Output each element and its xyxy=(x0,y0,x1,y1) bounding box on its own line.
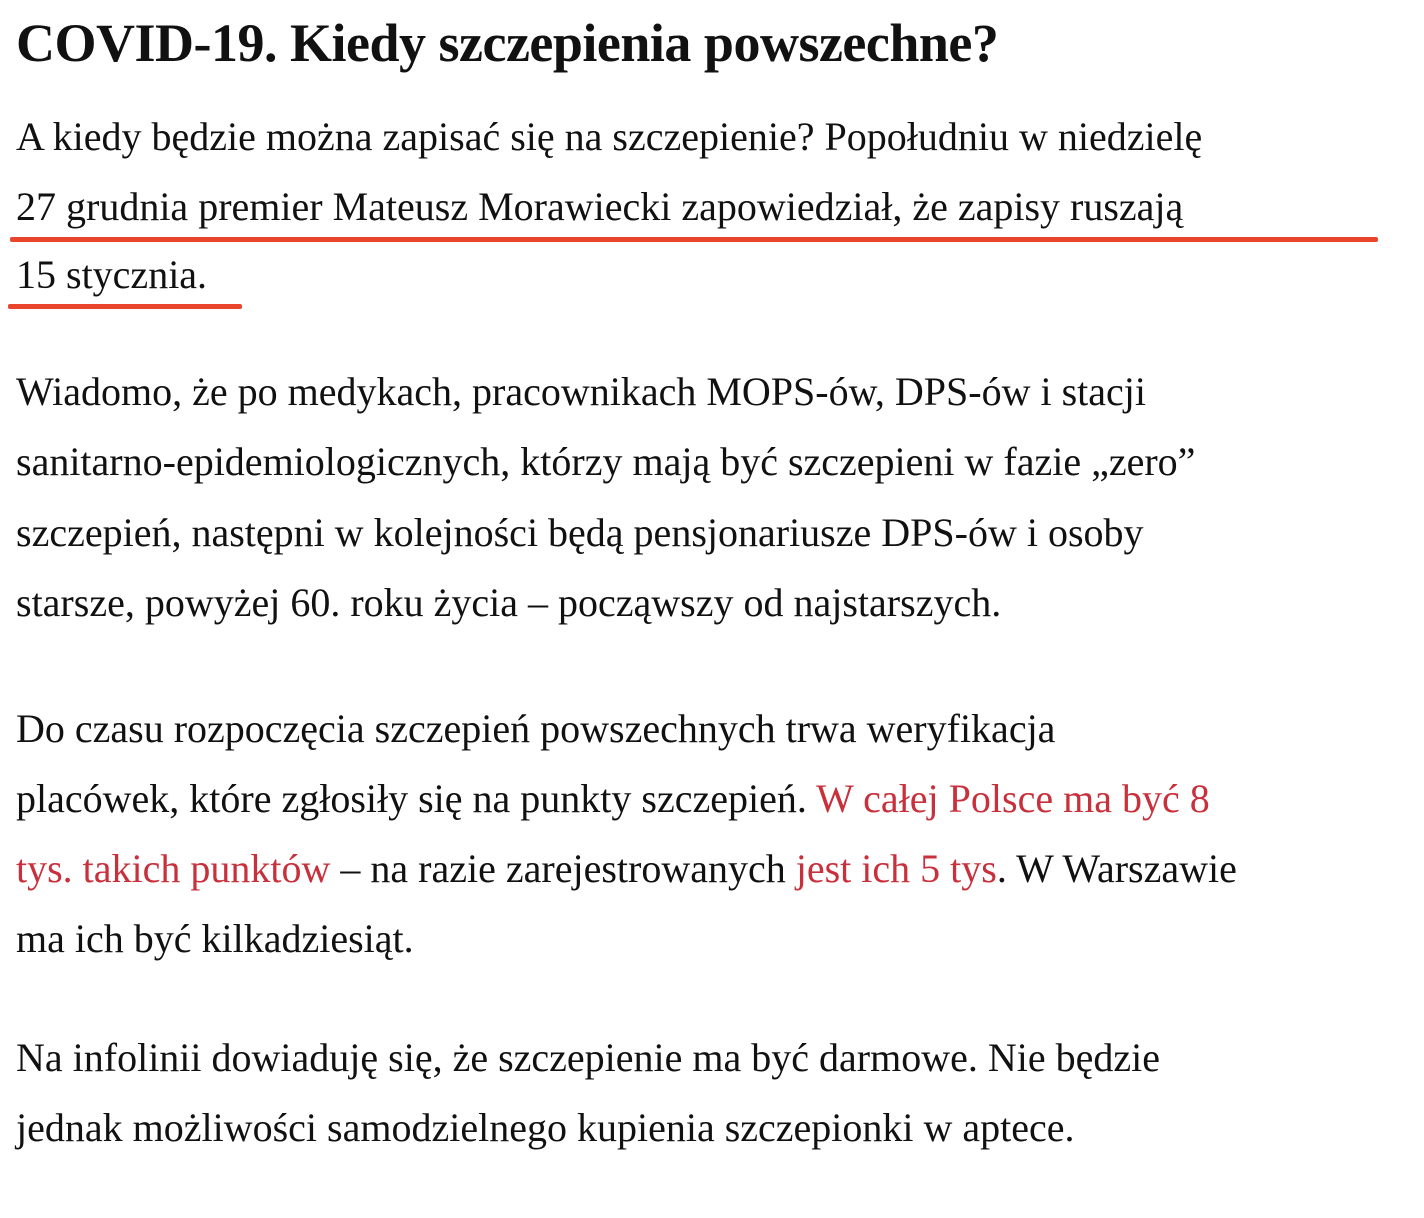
paragraph-3-line-3-text-a: – na razie zarejestrowanych xyxy=(330,846,796,891)
link-5-tys[interactable]: jest ich 5 tys xyxy=(795,846,997,891)
paragraph-3-line-3 xyxy=(16,844,1237,894)
article-title: COVID-19. Kiedy szczepienia powszechne? xyxy=(16,13,999,73)
paragraph-2-line-4: starsze, powyżej 60. roku życia – począwszy od najstarszych. xyxy=(16,580,1002,625)
highlight-underline-line-2 xyxy=(10,237,1378,242)
paragraph-3-line-3-text-b: . W Warszawie xyxy=(996,846,1237,891)
link-8-tys-punktow[interactable]: W całej Polsce ma być 8 xyxy=(816,776,1210,821)
paragraph-2-line-1: Wiadomo, że po medykach, pracownikach MOPS-ów, DPS-ów i stacji xyxy=(16,369,1147,414)
paragraph-3-line-1: Do czasu rozpoczęcia szczepień powszechnych trwa weryfikacja xyxy=(16,706,1056,751)
paragraph-1-line-3: 15 stycznia. xyxy=(16,252,208,297)
paragraph-3-line-4: ma ich być kilkadziesiąt. xyxy=(16,916,414,961)
paragraph-2-line-2: sanitarno-epidemiologicznych, którzy mają być szczepieni w fazie „zero” xyxy=(16,439,1196,484)
paragraph-2-line-3: szczepień, następni w kolejności będą pensjonariusze DPS-ów i osoby xyxy=(16,510,1144,555)
link-8-tys-punktow-continued[interactable]: tys. takich punktów xyxy=(16,846,331,891)
paragraph-3-line-2 xyxy=(16,774,1210,824)
paragraph-1-line-2: 27 grudnia premier Mateusz Morawiecki zapowiedział, że zapisy ruszają xyxy=(16,184,1184,229)
paragraph-3-line-2-text: placówek, które zgłosiły się na punkty szczepień. xyxy=(16,776,817,821)
highlight-underline-line-3 xyxy=(8,304,242,309)
paragraph-4-line-2: jednak możliwości samodzielnego kupienia szczepionki w aptece. xyxy=(16,1105,1075,1150)
paragraph-1-line-1: A kiedy będzie można zapisać się na szczepienie? Popołudniu w niedzielę xyxy=(16,114,1203,159)
paragraph-4-line-1: Na infolinii dowiaduję się, że szczepienie ma być darmowe. Nie będzie xyxy=(16,1035,1160,1080)
